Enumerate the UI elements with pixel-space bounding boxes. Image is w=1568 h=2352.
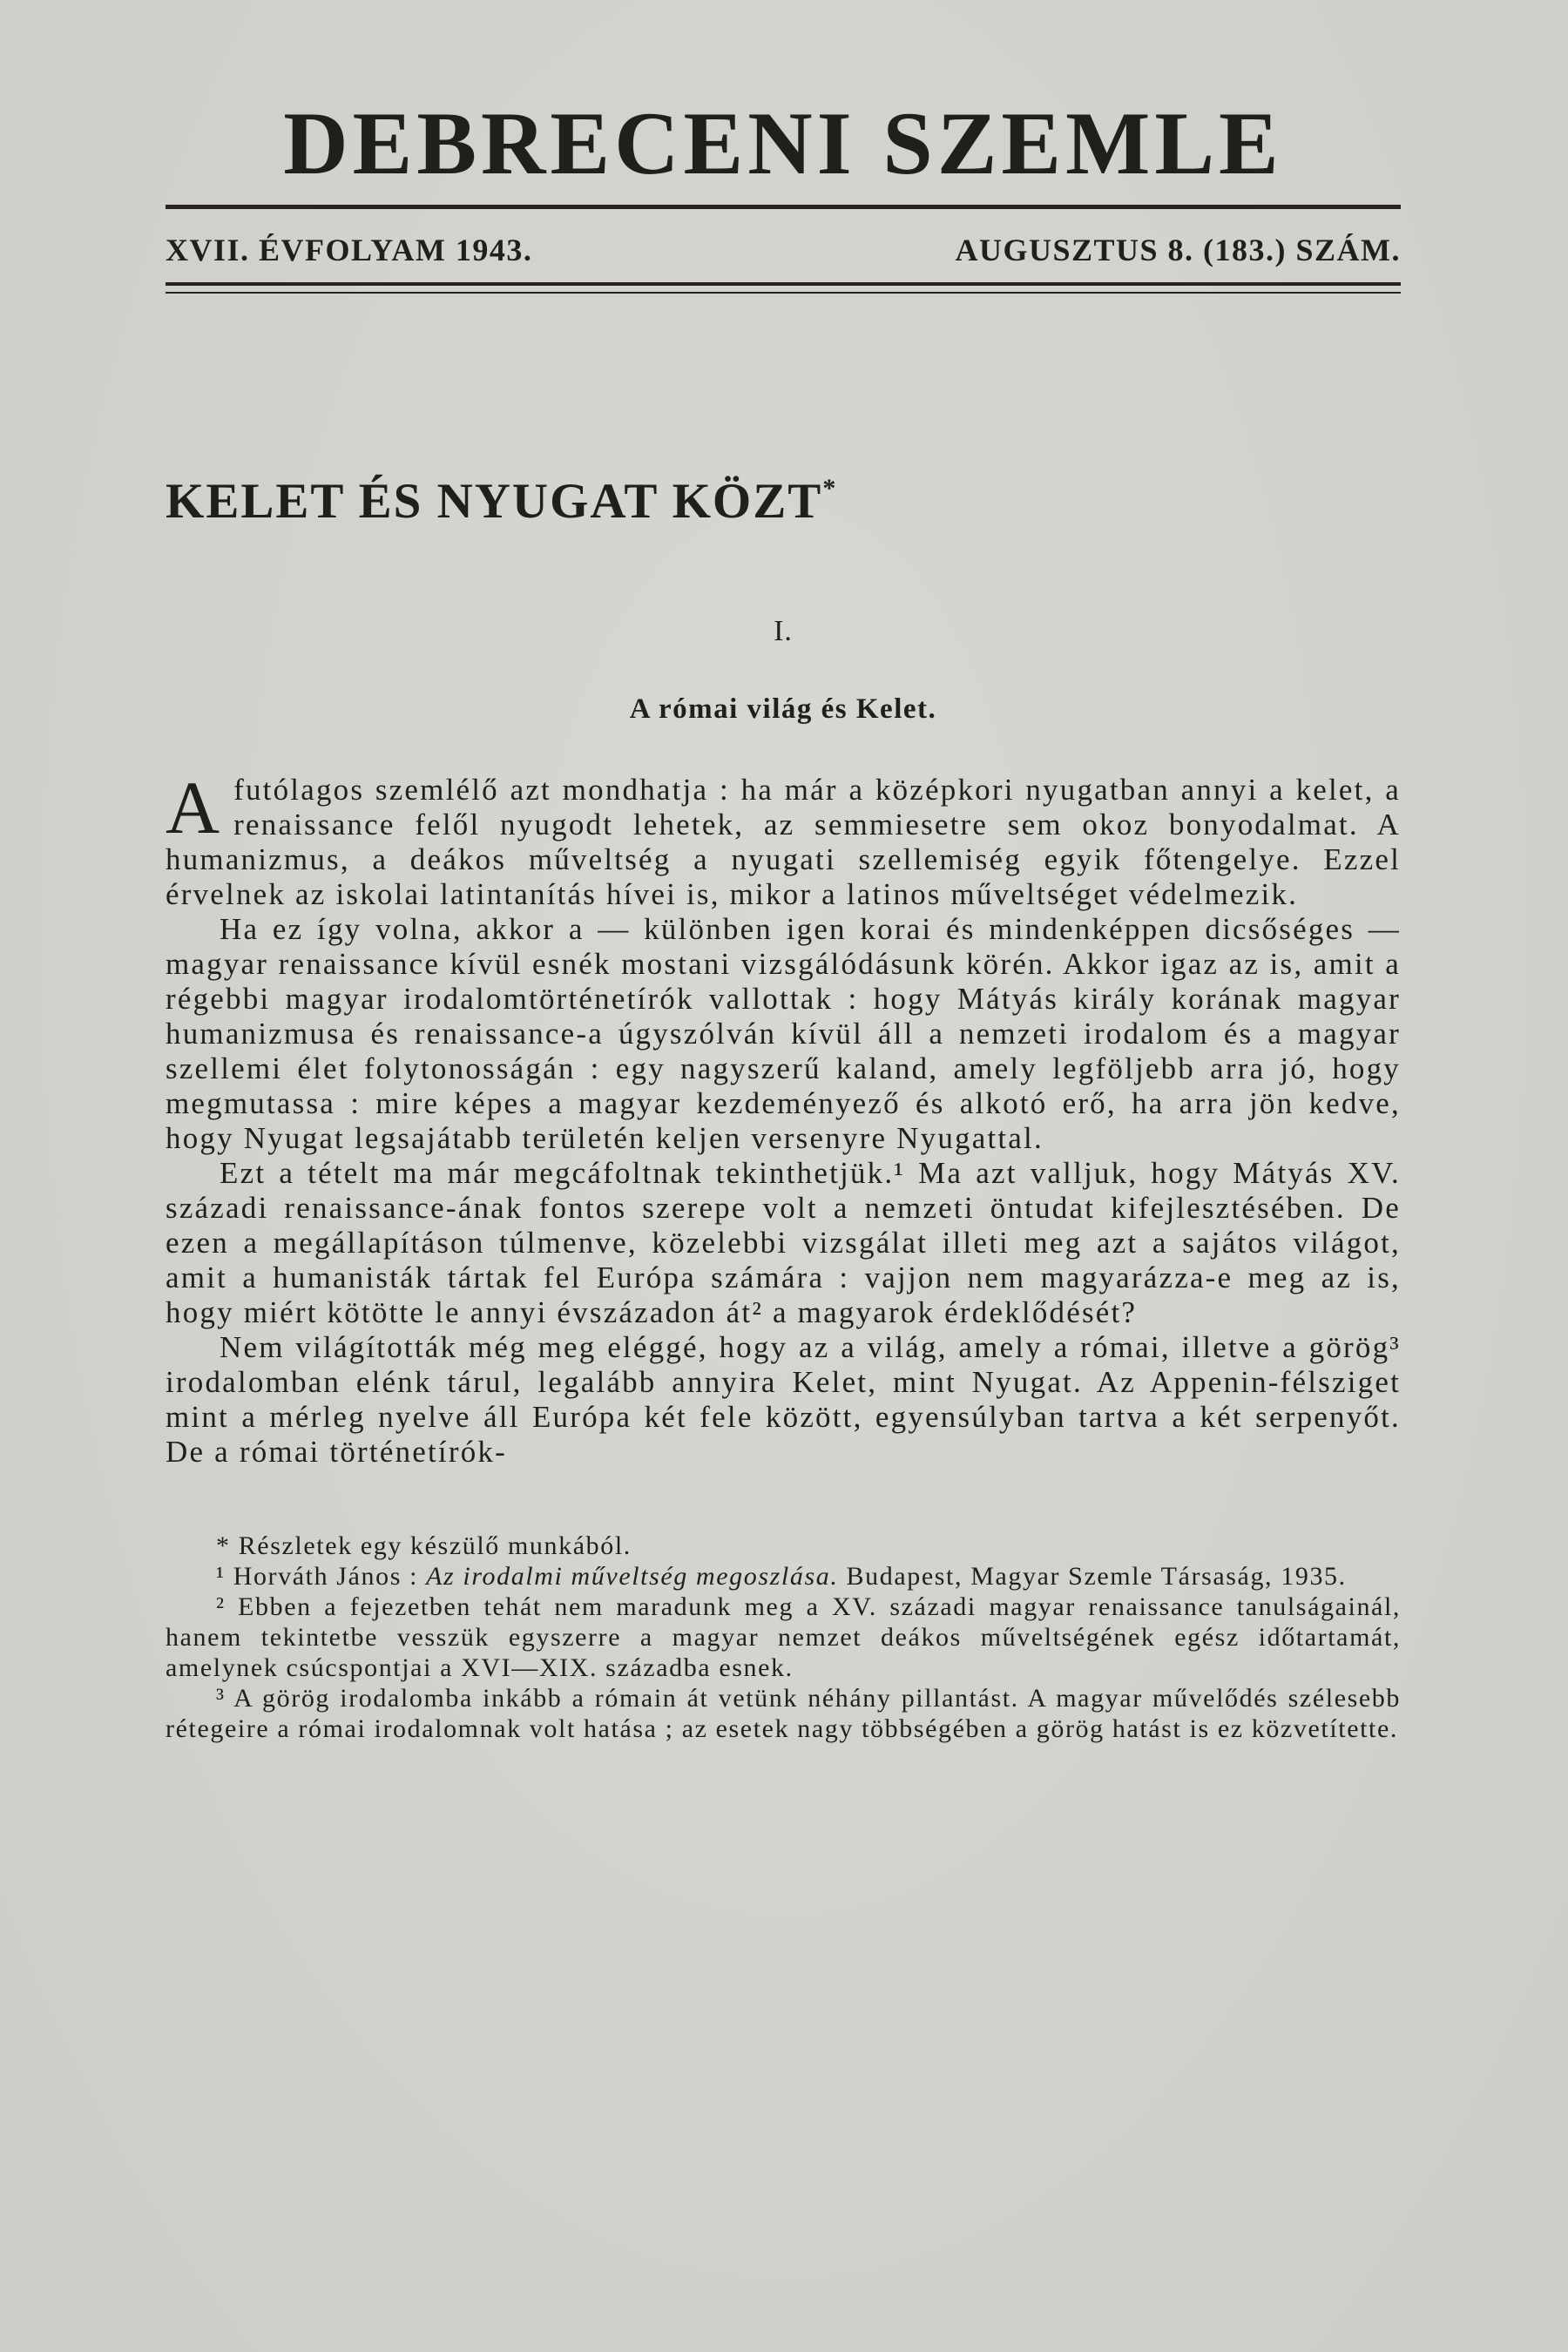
article [166,475,1401,1744]
dropcap-letter: A [166,765,220,849]
paragraph-1 [166,765,1401,912]
footnote-1-prefix: ¹ Horváth János : [216,1561,427,1591]
masthead-rule-bottom [166,282,1401,294]
masthead [166,94,1401,294]
footnote-3: ³ A görög irodalomba inkább a rómain át vetünk néhány pillantást. A magyar művelődés szélesebb rétegeire a római irodalomnak volt hatása ; az esetek nagy többségében a görög hatást is ez közvetítette. [166,1683,1401,1743]
footnote-2: ² Ebben a fejezetben tehát nem maradunk meg a XV. századi magyar renaissance tanulságainál, hanem tekintetbe vesszük egyszerre a magyar nemzet deákos műveltségének egész időtartamát, amelynek csúcspontjai a XVI—XIX. századba esnek. [166,1592,1401,1682]
volume-label: XVII. ÉVFOLYAM 1943. [166,233,533,268]
issue-label: AUGUSZTUS 8. (183.) SZÁM. [955,233,1401,268]
section-number: I. [774,614,793,647]
footnote-1-suffix: Budapest, Magyar Szemle Társaság, 1935. [838,1561,1347,1591]
paragraph-1-text: futólagos szemlélő azt mondhatja : ha már a középkori nyugatban annyi a kelet, a renaissance felől nyugodt lehetek, az semmiesetre sem okoz bonyodalmat. A humanizmus, a deákos műveltség a nyugati szellemiség egyik főtengelye. Ezzel érvelnek az iskolai latintanítás hívei is, mikor a latinos műveltséget védelmezik. [166,772,1401,911]
paragraph-2: Ha ez így volna, akkor a — különben igen korai és mindenképpen dicsőséges — magyar renaissance kívül esnék mostani vizsgálódásunk körén. Akkor igaz az is, amit a régebbi magyar irodalomtörténetírók vallottak : hogy Mátyás király korának magyar humanizmusa és renaissance-a úgyszólván kívül áll a nemzeti irodalom és a magyar szellemi élet folytonosságán : egy nagyszerű kaland, amely legföljebb arra jó, hogy megmutassa : mire képes a magyar kezdeményező és alkotó erő, ha arra jön kedve, hogy Nyugat legsajátabb területén keljen versenyre Nyugattal. [166,911,1401,1155]
footnotes [166,1531,1401,1744]
footnote-1 [166,1561,1401,1592]
journal-title: DEBRECENI SZEMLE [283,94,1283,193]
issue-row [166,232,1401,268]
paragraph-3: Ezt a tételt ma már megcáfoltnak tekinthetjük.¹ Ma azt valljuk, hogy Mátyás XV. századi renaissance-ának fontos szerepe volt a nemzeti öntudat kifejlesztésében. De ezen a megállapításon túlmenve, közelebbi vizsgálat illeti meg azt a sajátos világot, amit a humanisták tártak fel Európa számára : vajjon nem magyarázza-e meg az is, hogy miért kötötte le annyi évszázadon át² a magyarok érdeklődését? [166,1155,1401,1329]
masthead-rule-top [166,205,1401,209]
footnote-1-work-title: Az irodalmi műveltség megoszlása. [426,1561,839,1591]
body-text [166,765,1401,1470]
article-title [166,475,1401,528]
article-title-text: KELET ÉS NYUGAT KÖZT [166,474,823,530]
footnote-star: * Részletek egy készülő munkából. [216,1531,632,1560]
article-title-footnote-mark: * [822,474,836,504]
paragraph-4: Nem világították még meg eléggé, hogy az a világ, amely a római, illetve a görög³ irodalomban elénk tárul, legalább annyira Kelet, mint Nyugat. Az Appenin-félsziget mint a mérleg nyelve áll Európa két fele között, egyensúlyban tartva a két serpenyőt. De a római történetírók- [166,1329,1401,1469]
section-subtitle: A római világ és Kelet. [629,693,937,725]
